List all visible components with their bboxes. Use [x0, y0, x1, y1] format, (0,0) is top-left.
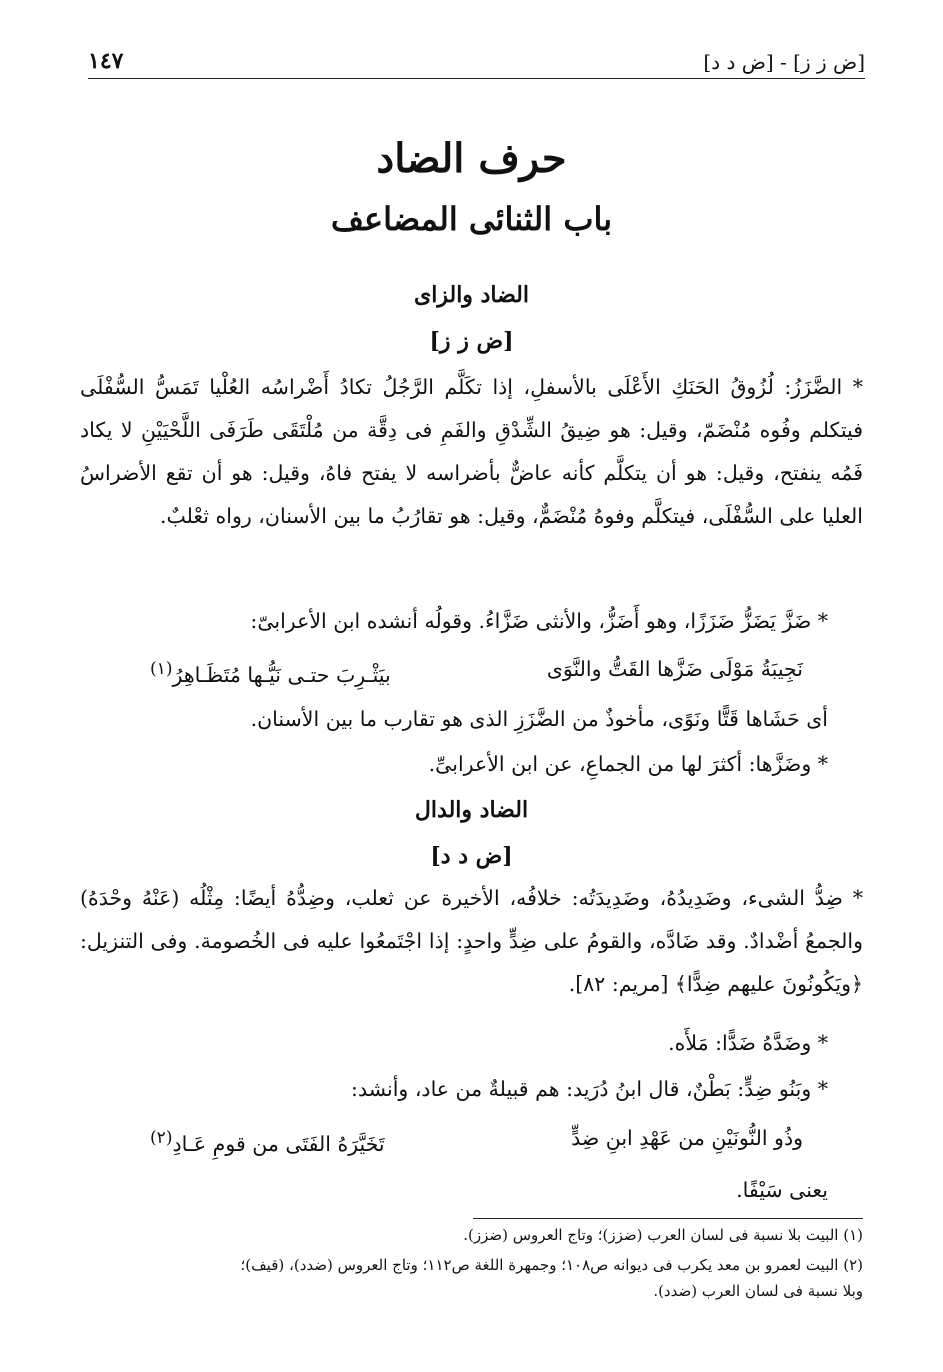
paragraph-3: أى حَشَاها قَتًّا ونَوًى، مأخوذٌ من الضَّزَزِ الذى هو تقارب ما بين الأسنان. — [250, 707, 828, 731]
chapter-title: باب الثنائى المضاعف — [330, 200, 613, 238]
verse-2 — [150, 1117, 803, 1166]
footnote-1: (١) البيت بلا نسبة فى لسان العرب (ضزز)؛ وتاج العروس (ضزز). — [463, 1226, 863, 1244]
verse-1-second-hemistich — [150, 648, 391, 697]
running-header — [88, 38, 865, 79]
letter-title: حرف الضاد — [376, 135, 567, 182]
footnote-2: (٢) البيت لعمرو بن معد يكرب فى ديوانه ص١٠٨؛ وجمهرة اللغة ص١١٢؛ وتاج العروس (ضدد)، (قيف)؛ — [240, 1256, 863, 1274]
verse-2-second-hemistich — [150, 1117, 385, 1166]
section-heading-1: الضاد والزاى — [414, 282, 529, 308]
footnote-divider — [473, 1218, 863, 1219]
root-heading-1: [ض ز ز] — [429, 328, 514, 354]
footnote-ref-2[interactable]: (٢) — [150, 1128, 173, 1148]
verse-1 — [150, 648, 803, 697]
footnote-2-continuation: وبلا نسبة فى لسان العرب (ضدد). — [653, 1282, 863, 1300]
header-root-range: [ض ز ز] - [ض د د] — [703, 50, 865, 74]
paragraph-5: * ضِدُّ الشىء، وضَدِيدُهُ، وضَدِيدَتُه: خلافُه، الأخيرة عن ثعلب، وضِدُّهُ أيضًا: مِثْلُه (عَنْهُ وحْدَهُ) والجمعُ أضْدادٌ. وقد ضَادَّه، والقومُ على ضِدٍّ واحدٍ: إذا اجْتَمعُوا عليه فى الخُصومة. وفى التنزيل: ﴿ويَكُونُونَ عليهم ضِدًّا﴾ [مريم: ٨٢]. — [80, 886, 863, 996]
section-heading-2: الضاد والدال — [414, 797, 529, 823]
paragraph-8: يعنى سَيْفًا. — [736, 1178, 828, 1202]
verse-2-first-hemistich: وذُو النُّونَيْنِ من عَهْدِ ابنِ ضِدٍّ — [571, 1126, 803, 1150]
verse-1-second-text: بيَثْـرِبَ حتـى نَيُّـها مُتَظَـاهِرُ — [172, 662, 391, 687]
paragraph-6: * وضَدَّهُ ضَدًّا: مَلأَه. — [668, 1031, 828, 1055]
paragraph-7: * وبَنُو ضِدٍّ: بَطْنٌ، قال ابنُ دُرَيد: هم قبيلةٌ من عاد، وأنشد: — [351, 1077, 828, 1101]
paragraph-1: * الضَّزَزُ: لُزُوقُ الحَنَكِ الأَعْلَى بالأسفلِ، إذا تكَلَّم الرَّجُلُ تكادُ أَضْراسُه العُلْيا تَمَسُّ السُّفْلَى فيتكلم وفُوه مُنْضَمّ، وقيل: هو ضِيقُ الشِّدْقِ والفَمِ فى دِقَّة من مُلْتَقَى طَرَفَى اللَّحْيَيْنِ لا يكاد فَمُه ينفتح، وقيل: هو أن يتكلَّم كأنه عاضٌّ بأضراسه لا يفتح فاهُ، وقيل: هو أن تقع الأضراسُ العليا على السُّفْلَى، فيتكلَّم وفوهُ مُنْضَمٌّ، وقيل: هو تقارُبُ ما بين الأسنان، رواه ثعْلبٌ. — [80, 375, 863, 528]
paragraph-2: * ضَزَّ يَضَزُّ ضَزَزًا، وهو أَضَزُّ، والأنثى ضَزَّاءُ. وقولُه أنشده ابن الأعرابىّ: — [250, 609, 828, 633]
footnote-ref-1[interactable]: (١) — [150, 659, 173, 679]
root-heading-2: [ض د د] — [430, 843, 513, 869]
paragraph-4: * وضَزَّها: أكثرَ لها من الجماعِ، عن ابن الأعرابىِّ. — [428, 752, 828, 776]
verse-1-first-hemistich: نَجِيبَةُ مَوْلَى ضَزَّها القَتُّ والنَّوَى — [546, 657, 803, 681]
verse-2-second-text: تَخَيَّرَهُ الفَتَى من قومِ عَـادِ — [172, 1131, 385, 1156]
page-number: ١٤٧ — [88, 48, 124, 74]
